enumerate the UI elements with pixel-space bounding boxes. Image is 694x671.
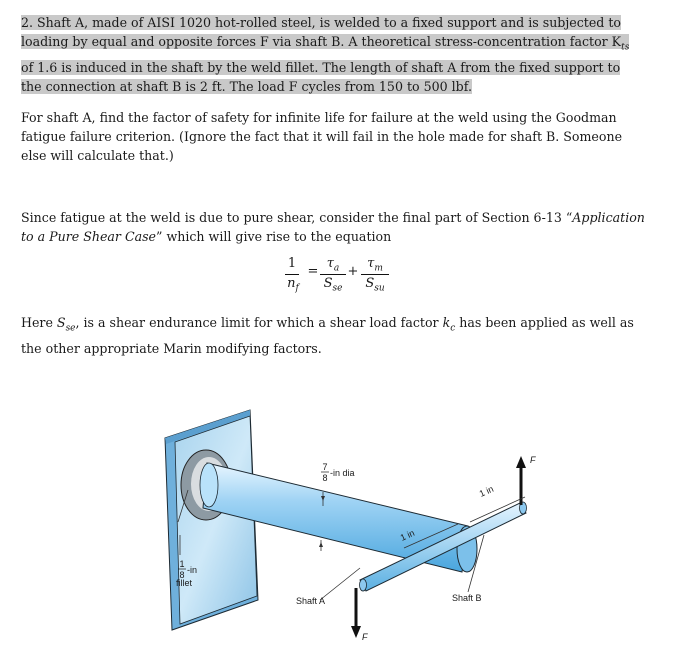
svg-text:8: 8 [322,473,328,483]
dim-1in-shaft-a: 1 in [398,527,417,543]
dia-label [321,462,355,483]
task-line-1: For shaft A, find the factor of safety for infinite life for failure at the weld using the Goodman [21,110,617,125]
note-paragraph: Here $S_{se}$, is a shear endurance limit for which a shear load factor $k_c$ has been applied as well as the other appropriate Marin modifying factors. [21,315,634,356]
svg-text:1: 1 [179,559,185,569]
force-label-top: F [530,455,536,465]
eq-t1-num: $\tau_a$ [326,256,340,274]
shaft-a-label: Shaft A [296,596,326,606]
svg-text:-in: -in [187,565,198,575]
problem-line-4: the connection at shaft B is 2 ft. The load F cycles from 150 to 500 lbf. [21,78,472,94]
svg-text:8: 8 [179,570,185,580]
task-line-3: else will calculate that.) [21,148,174,163]
problem-line-3: of 1.6 is induced in the shaft by the weld fillet. The length of shaft A from the fixed support to [21,59,621,75]
hint-italic-1: Application [572,210,645,225]
eq-t2-num: $\tau_m$ [367,256,383,274]
dim-1in-shaft-b: 1 in [477,483,496,499]
kc-symbol: $k_c$ [442,315,456,334]
eq-plus: + [347,264,359,279]
eq-lhs-den: $n_f$ [287,276,299,294]
svg-text:7: 7 [322,462,328,472]
svg-text:-in dia: -in dia [330,468,355,478]
eq-t2-den: $S_{su}$ [365,276,385,294]
task-line-2: fatigue failure criterion. (Ignore the fact that it will fail in the hole made for shaft B. Someone [21,129,623,144]
force-label-bottom: F [362,632,368,642]
hint-paragraph: Since fatigue at the weld is due to pure shear, consider the final part of Section 6-13 “Application to a Pure Shear Case” which will give rise to the equation [21,210,645,244]
sse-symbol: $S_{se}$ [56,315,76,334]
eq-equals: = [307,264,319,279]
svg-text:fillet: fillet [176,578,193,588]
problem-line-1: 2. Shaft A, made of AISI 1020 hot-rolled steel, is welded to a fixed support and is subjected to [21,15,622,30]
shaft-b-label: Shaft B [452,593,482,603]
eq-lhs-num: 1 [287,256,297,271]
hint-italic-2: to a Pure Shear Case [21,229,157,244]
problem-line-2: loading by equal and opposite forces F via shaft B. A theoretical stress-concentration factor $K_{ts}$ [21,34,630,53]
eq-t1-den: $S_{se}$ [323,276,343,294]
force-arrow-down [351,588,361,638]
